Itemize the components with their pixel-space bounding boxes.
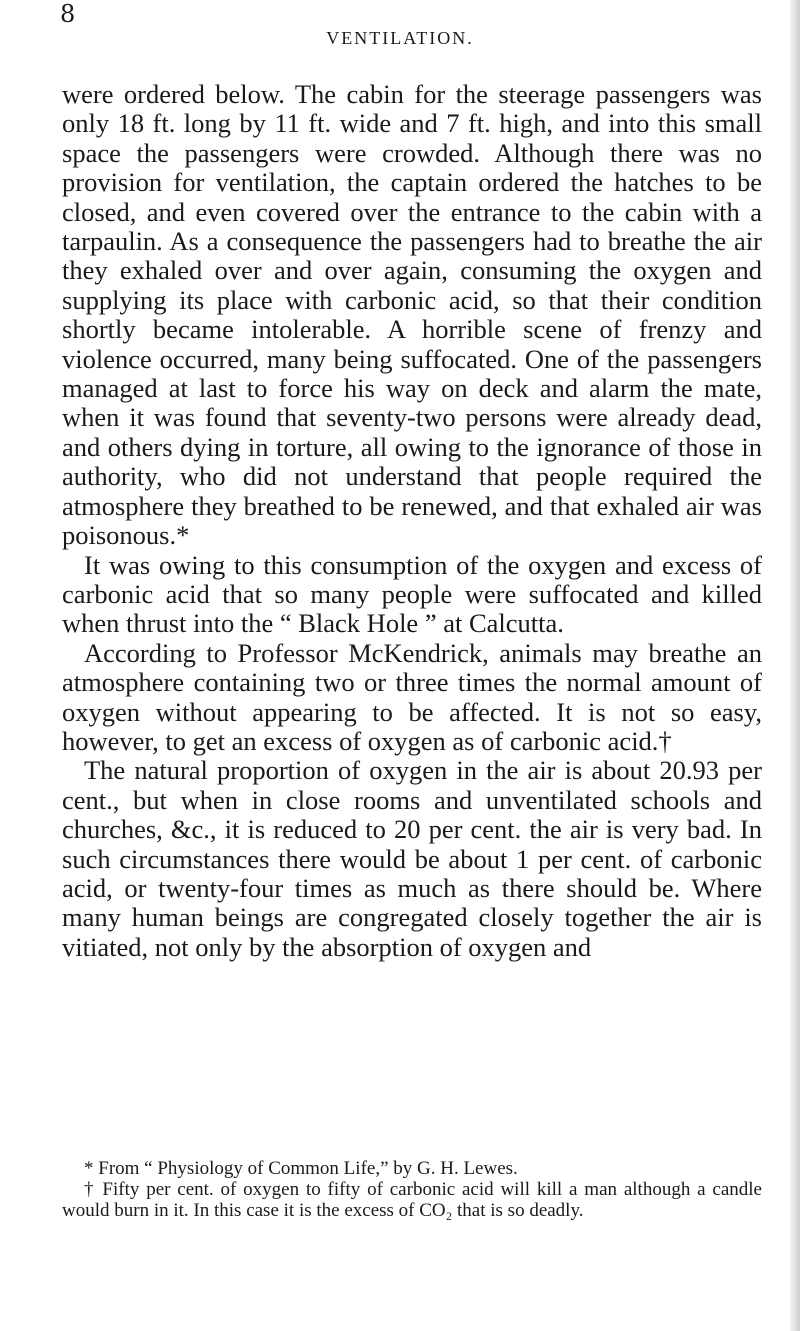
footnote: † Fifty per cent. of oxygen to fifty of carbonic acid will kill a man although a candle would burn in it. In this case it is the excess of CO₂ that is so deadly.	[62, 1179, 762, 1221]
paragraph: The natural proportion of oxygen in the air is about 20.93 per cent., but when in close rooms and unventilated schools and churches, &c., it is reduced to 20 per cent. the air is very bad. In such circumstances there would be about 1 per cent. of carbonic acid, or twenty-four times as much as there should be. Where many human beings are congregated closely together the air is vitiated, not only by the absorption of oxygen and	[62, 755, 762, 962]
page-number: 8	[60, 0, 76, 28]
page-edge	[790, 0, 800, 1331]
paragraph: According to Professor McKendrick, animals may breathe an atmosphere containing two or three times the normal amount of oxygen without appearing to be affected. It is not so easy, however, to get an excess of oxygen as of carbonic acid.†	[62, 637, 762, 756]
paragraph: were ordered below. The cabin for the steerage passengers was only 18 ft. long by 11 ft. wide and 7 ft. high, and into this small space the passengers were crowded. Although there was no provision for ventilation, the captain ordered the hatches to be closed, and even covered over the entrance to the cabin with a tarpaulin. As a consequence the passengers had to breathe the air they exhaled over and over again, consuming the oxygen and supplying its place with carbonic acid, so that their condition shortly became intolerable. A horrible scene of frenzy and violence occurred, many being suffocated. One of the passengers managed at last to force his way on deck and alarm the mate, when it was found that seventy-two persons were already dead, and others dying in torture, all owing to the ignorance of those in authority, who did not understand that people required the atmosphere they breathed to be renewed, and that exhaled air was poisonous.*	[62, 79, 762, 551]
body-text	[62, 80, 762, 962]
running-head: VENTILATION.	[326, 28, 474, 48]
footnotes	[62, 1158, 762, 1221]
paragraph: It was owing to this consumption of the oxygen and excess of carbonic acid that so many people were suffocated and killed when thrust into the “ Black Hole ” at Calcutta.	[62, 549, 762, 639]
footnote: * From “ Physiology of Common Life,” by G. H. Lewes.	[84, 1158, 518, 1179]
